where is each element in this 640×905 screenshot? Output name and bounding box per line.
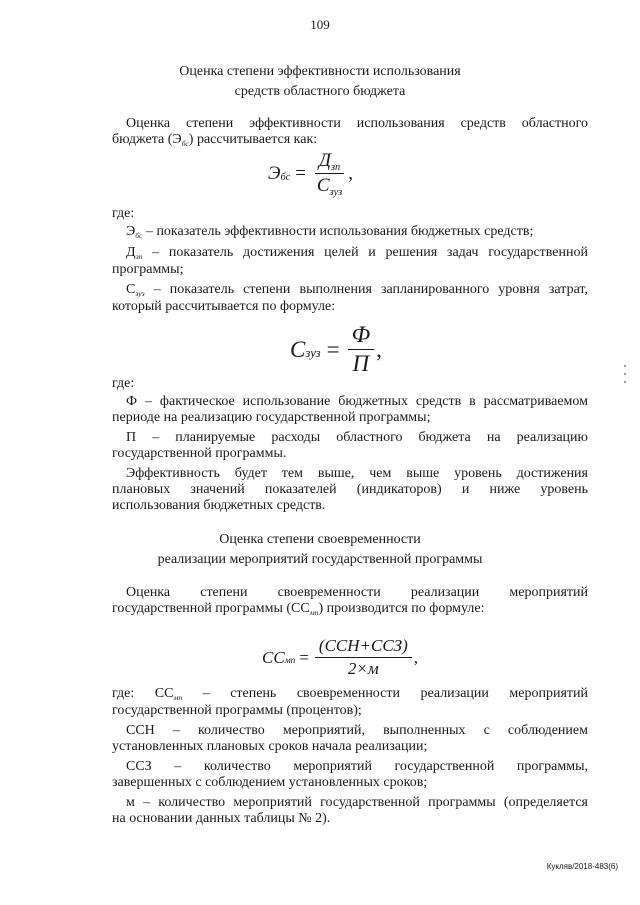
footer-code: Кукляв/2018-483(6) — [546, 862, 618, 871]
formula-szuz: С зуз = $\frac{Ф}{П}$ , — [290, 322, 382, 376]
section1-title: Оценка степени эффективности использования средств областного бюджета — [179, 64, 461, 99]
section2-title: Оценка степени своевременности реализации мероприятий государственной программы — [157, 532, 483, 567]
section1-intro: Оценка степени эффективности использования средств областного бюджета (Эбс) рассчитывается как: — [112, 116, 588, 148]
section1-definitions: где: Эбс – показатель эффективности использования бюджетных средств; Дзп – показатель достижения целей и решения задач государственной программы; Сзуз – показатель степени выполнения запланированного уровня затрат, который рассчитывается по формуле: — [112, 206, 588, 314]
section2-intro: Оценка степени своевременности реализации мероприятий государственной программы (ССмп) производится по формуле: — [112, 585, 588, 617]
formula-ebs: Э бс = $\frac{\text{Дзп}}{\text{Сзуз}}$ , — [268, 150, 353, 198]
section1-definitions-2: где: Ф – фактическое использование бюджетных средств в рассматриваемом периоде на реализацию государственной программы; П – планируемые расходы областного бюджета на реализацию государственной программы. Эффективность будет тем выше, чем выше уровень достижения плановых значений показателей (индикаторов) и ниже уровень использования бюджетных средств. — [112, 376, 588, 513]
margin-marks — [624, 365, 626, 389]
page-number: 109 — [310, 17, 330, 32]
section2-definitions: где: ССмп – степень своевременности реализации мероприятий государственной программы (процентов); ССН – количество мероприятий, выполненных с соблюдением установленных плановых сроков начала реализации; ССЗ – количество мероприятий государственной программы, завершенных с соблюдением установленных сроков; м – количество мероприятий государственной программы (определяется на основании данных таблицы № 2). — [112, 686, 588, 826]
formula-ccmp: СС мп = $\frac{\text{(ССН+ССЗ)}}{2\times м}$ , — [262, 636, 419, 678]
